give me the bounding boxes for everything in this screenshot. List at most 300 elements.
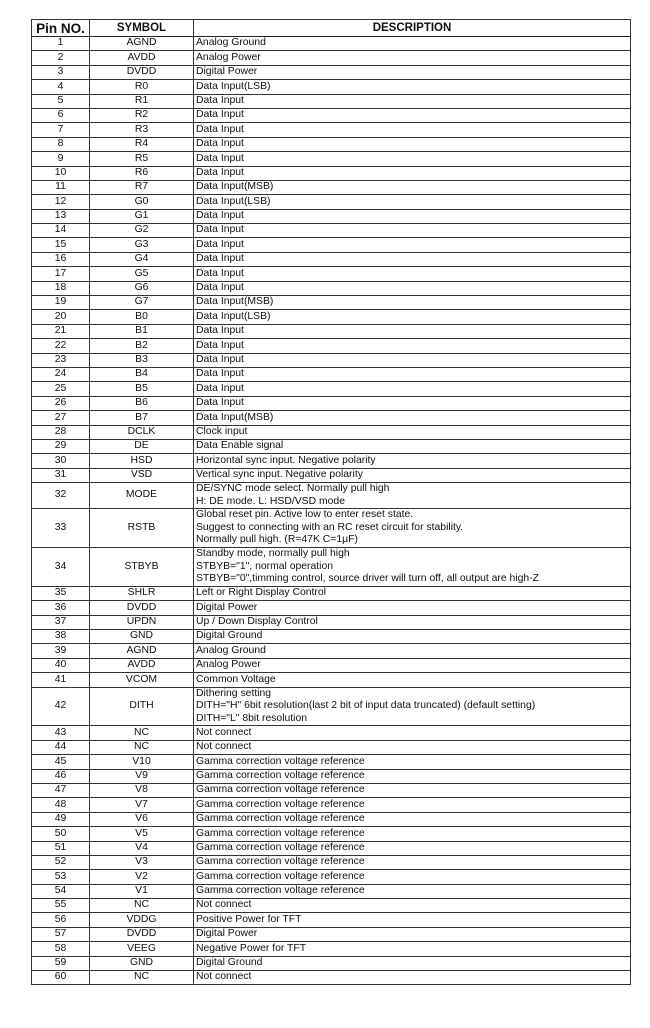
description-line: Gamma correction voltage reference [196, 885, 365, 897]
symbol-cell: V9 [90, 769, 194, 783]
symbol-cell: DCLK [90, 425, 194, 439]
pin-number-cell: 42 [32, 687, 90, 726]
pin-number-cell: 37 [32, 615, 90, 629]
symbol-cell: B1 [90, 324, 194, 338]
pin-number-cell: 33 [32, 509, 90, 548]
pin-number-cell: 31 [32, 468, 90, 482]
symbol-cell: UPDN [90, 615, 194, 629]
symbol-cell: STBYB [90, 548, 194, 587]
description-line: Data Input [196, 109, 244, 121]
description-cell [194, 798, 631, 812]
table-row [32, 339, 631, 353]
description-cell [194, 123, 631, 137]
description-line: Common Voltage [196, 673, 276, 685]
description-line: Negative Power for TFT [196, 942, 307, 954]
description-line: STBYB="1", normal operation [196, 560, 334, 572]
pin-number-cell: 44 [32, 740, 90, 754]
table-row [32, 166, 631, 180]
table-row [32, 65, 631, 79]
symbol-cell: GND [90, 956, 194, 970]
description-line: Digital Ground [196, 957, 263, 969]
symbol-cell: NC [90, 971, 194, 985]
description-line: Data Input [196, 267, 244, 279]
pin-number-cell: 51 [32, 841, 90, 855]
table-row [32, 870, 631, 884]
description-cell [194, 468, 631, 482]
symbol-cell: G4 [90, 252, 194, 266]
symbol-cell: R3 [90, 123, 194, 137]
description-cell [194, 548, 631, 587]
symbol-cell: V2 [90, 870, 194, 884]
description-line: Gamma correction voltage reference [196, 841, 365, 853]
description-cell [194, 899, 631, 913]
table-body [32, 37, 631, 985]
table-row [32, 658, 631, 672]
description-line: Left or Right Display Control [196, 587, 326, 599]
pin-number-cell: 24 [32, 367, 90, 381]
pin-number-cell: 45 [32, 755, 90, 769]
description-cell [194, 483, 631, 509]
description-cell [194, 673, 631, 687]
symbol-cell: VSD [90, 468, 194, 482]
symbol-cell: MODE [90, 483, 194, 509]
table-row [32, 367, 631, 381]
table-row [32, 827, 631, 841]
symbol-cell: R5 [90, 152, 194, 166]
symbol-cell: V3 [90, 855, 194, 869]
description-line: Data Input [196, 353, 244, 365]
pin-number-cell: 46 [32, 769, 90, 783]
description-cell [194, 913, 631, 927]
symbol-cell: B4 [90, 367, 194, 381]
description-line: Data Input [196, 138, 244, 150]
table-row [32, 755, 631, 769]
symbol-cell: G5 [90, 267, 194, 281]
pin-number-cell: 1 [32, 37, 90, 51]
description-cell [194, 367, 631, 381]
symbol-cell: V8 [90, 783, 194, 797]
description-line: Gamma correction voltage reference [196, 755, 365, 767]
description-cell [194, 137, 631, 151]
description-line: Data Input [196, 325, 244, 337]
description-cell [194, 166, 631, 180]
symbol-cell: AVDD [90, 658, 194, 672]
symbol-cell: V6 [90, 812, 194, 826]
pin-number-cell: 26 [32, 396, 90, 410]
symbol-cell: SHLR [90, 586, 194, 600]
pin-number-cell: 6 [32, 108, 90, 122]
description-cell [194, 586, 631, 600]
description-cell [194, 152, 631, 166]
description-cell [194, 841, 631, 855]
symbol-cell: DVDD [90, 601, 194, 615]
pin-number-cell: 60 [32, 971, 90, 985]
table-row [32, 224, 631, 238]
description-cell [194, 296, 631, 310]
description-line: Data Input [196, 253, 244, 265]
description-cell [194, 884, 631, 898]
table-row [32, 281, 631, 295]
description-line: Data Input [196, 368, 244, 380]
pin-number-cell: 27 [32, 411, 90, 425]
symbol-cell: G1 [90, 209, 194, 223]
description-line: Gamma correction voltage reference [196, 784, 365, 796]
description-line: Gamma correction voltage reference [196, 813, 365, 825]
table-row [32, 439, 631, 453]
table-row [32, 411, 631, 425]
symbol-cell: R6 [90, 166, 194, 180]
pin-number-cell: 32 [32, 483, 90, 509]
description-line: Data Input [196, 210, 244, 222]
description-line: Up / Down Display Control [196, 616, 318, 628]
description-cell [194, 353, 631, 367]
pin-number-cell: 28 [32, 425, 90, 439]
pin-number-cell: 15 [32, 238, 90, 252]
description-cell [194, 310, 631, 324]
pin-description-table [31, 19, 631, 985]
symbol-cell: RSTB [90, 509, 194, 548]
table-row [32, 509, 631, 548]
table-row [32, 644, 631, 658]
pin-number-cell: 40 [32, 658, 90, 672]
symbol-cell: DVDD [90, 927, 194, 941]
symbol-cell: R4 [90, 137, 194, 151]
description-line: Digital Power [196, 66, 258, 78]
symbol-cell: G0 [90, 195, 194, 209]
table-row [32, 615, 631, 629]
pin-number-cell: 21 [32, 324, 90, 338]
description-line: Data Input [196, 238, 244, 250]
description-line: Data Input(MSB) [196, 296, 274, 308]
description-line: Not connect [196, 726, 252, 738]
symbol-cell: V10 [90, 755, 194, 769]
description-line: Analog Power [196, 51, 261, 63]
pin-number-cell: 34 [32, 548, 90, 587]
symbol-cell: R0 [90, 80, 194, 94]
table-row [32, 51, 631, 65]
symbol-cell: G2 [90, 224, 194, 238]
header-pin-no: Pin NO. [32, 20, 90, 37]
pin-number-cell: 25 [32, 382, 90, 396]
description-line: Vertical sync input. Negative polarity [196, 469, 363, 481]
table-row [32, 209, 631, 223]
table-row [32, 353, 631, 367]
table-row [32, 123, 631, 137]
table-row [32, 673, 631, 687]
table-row [32, 601, 631, 615]
table-row [32, 783, 631, 797]
table-row [32, 80, 631, 94]
table-row [32, 769, 631, 783]
description-cell [194, 267, 631, 281]
symbol-cell: B7 [90, 411, 194, 425]
table-row [32, 195, 631, 209]
symbol-cell: V7 [90, 798, 194, 812]
description-line: STBYB="0",timming control, source driver will turn off, all output are high-Z [196, 573, 540, 585]
description-cell [194, 509, 631, 548]
description-cell [194, 942, 631, 956]
table-row [32, 425, 631, 439]
table-row [32, 913, 631, 927]
description-line: Clock input [196, 425, 248, 437]
description-line: Dithering setting [196, 687, 272, 699]
description-cell [194, 37, 631, 51]
symbol-cell: V4 [90, 841, 194, 855]
pin-number-cell: 7 [32, 123, 90, 137]
pin-number-cell: 17 [32, 267, 90, 281]
pin-number-cell: 10 [32, 166, 90, 180]
description-cell [194, 769, 631, 783]
description-cell [194, 870, 631, 884]
description-cell [194, 601, 631, 615]
description-line: H: DE mode. L: HSD/VSD mode [196, 495, 345, 507]
table-row [32, 812, 631, 826]
description-line: Data Enable signal [196, 440, 284, 452]
description-line: Analog Ground [196, 37, 266, 49]
header-symbol: SYMBOL [90, 20, 194, 37]
header-description: DESCRIPTION [194, 20, 631, 37]
pin-number-cell: 5 [32, 94, 90, 108]
description-line: Data Input [196, 152, 244, 164]
table-row [32, 238, 631, 252]
description-cell [194, 755, 631, 769]
description-cell [194, 238, 631, 252]
table-row [32, 296, 631, 310]
table-row [32, 884, 631, 898]
symbol-cell: DE [90, 439, 194, 453]
description-cell [194, 94, 631, 108]
description-line: Data Input(MSB) [196, 181, 274, 193]
table-row [32, 152, 631, 166]
pin-number-cell: 19 [32, 296, 90, 310]
description-line: Data Input(LSB) [196, 310, 271, 322]
description-cell [194, 658, 631, 672]
description-cell [194, 971, 631, 985]
description-cell [194, 396, 631, 410]
description-line: Data Input [196, 94, 244, 106]
symbol-cell: B2 [90, 339, 194, 353]
pin-number-cell: 22 [32, 339, 90, 353]
description-cell [194, 252, 631, 266]
table-row [32, 687, 631, 726]
table-row [32, 310, 631, 324]
symbol-cell: B5 [90, 382, 194, 396]
table-row [32, 483, 631, 509]
table-row [32, 726, 631, 740]
description-line: Data Input [196, 166, 244, 178]
description-cell [194, 80, 631, 94]
description-line: Data Input(LSB) [196, 80, 271, 92]
symbol-cell: AGND [90, 644, 194, 658]
description-line: Normally pull high. (R=47K C=1μF) [196, 534, 358, 546]
description-cell [194, 195, 631, 209]
description-line: Analog Ground [196, 644, 266, 656]
pin-number-cell: 59 [32, 956, 90, 970]
description-cell [194, 65, 631, 79]
description-cell [194, 339, 631, 353]
pin-number-cell: 54 [32, 884, 90, 898]
symbol-cell: HSD [90, 454, 194, 468]
symbol-cell: V5 [90, 827, 194, 841]
pin-number-cell: 48 [32, 798, 90, 812]
pin-number-cell: 2 [32, 51, 90, 65]
pin-number-cell: 39 [32, 644, 90, 658]
symbol-cell: B3 [90, 353, 194, 367]
description-line: Data Input(MSB) [196, 411, 274, 423]
description-line: Gamma correction voltage reference [196, 856, 365, 868]
description-line: Data Input [196, 123, 244, 135]
pin-number-cell: 50 [32, 827, 90, 841]
table-row [32, 324, 631, 338]
description-line: Not connect [196, 971, 252, 983]
description-line: Gamma correction voltage reference [196, 769, 365, 781]
symbol-cell: B6 [90, 396, 194, 410]
table-row [32, 927, 631, 941]
description-cell [194, 827, 631, 841]
description-cell [194, 644, 631, 658]
symbol-cell: R2 [90, 108, 194, 122]
description-line: Data Input [196, 224, 244, 236]
header-row [32, 20, 631, 37]
pin-number-cell: 8 [32, 137, 90, 151]
pin-number-cell: 38 [32, 630, 90, 644]
description-line: Digital Ground [196, 630, 263, 642]
table-row [32, 382, 631, 396]
description-line: Standby mode, normally pull high [196, 548, 350, 560]
symbol-cell: V1 [90, 884, 194, 898]
description-line: Not connect [196, 741, 252, 753]
pin-number-cell: 36 [32, 601, 90, 615]
table-row [32, 630, 631, 644]
description-cell [194, 687, 631, 726]
pin-number-cell: 58 [32, 942, 90, 956]
pin-number-cell: 11 [32, 180, 90, 194]
description-cell [194, 425, 631, 439]
pin-number-cell: 55 [32, 899, 90, 913]
table-row [32, 137, 631, 151]
pin-number-cell: 4 [32, 80, 90, 94]
pin-number-cell: 57 [32, 927, 90, 941]
description-cell [194, 855, 631, 869]
pin-number-cell: 16 [32, 252, 90, 266]
description-cell [194, 956, 631, 970]
table-header [32, 20, 631, 37]
symbol-cell: NC [90, 726, 194, 740]
symbol-cell: R7 [90, 180, 194, 194]
table-row [32, 94, 631, 108]
pin-number-cell: 20 [32, 310, 90, 324]
description-cell [194, 209, 631, 223]
table-row [32, 108, 631, 122]
table-row [32, 855, 631, 869]
pin-number-cell: 52 [32, 855, 90, 869]
symbol-cell: G3 [90, 238, 194, 252]
description-line: Data Input [196, 339, 244, 351]
description-line: Gamma correction voltage reference [196, 870, 365, 882]
description-cell [194, 454, 631, 468]
pin-number-cell: 35 [32, 586, 90, 600]
description-line: Digital Power [196, 928, 258, 940]
description-line: Gamma correction voltage reference [196, 827, 365, 839]
table-row [32, 267, 631, 281]
pin-number-cell: 47 [32, 783, 90, 797]
table-row [32, 37, 631, 51]
pin-number-cell: 14 [32, 224, 90, 238]
description-cell [194, 324, 631, 338]
table-row [32, 740, 631, 754]
pin-number-cell: 56 [32, 913, 90, 927]
description-line: Data Input [196, 397, 244, 409]
symbol-cell: AGND [90, 37, 194, 51]
description-cell [194, 224, 631, 238]
description-line: Digital Power [196, 601, 258, 613]
description-cell [194, 411, 631, 425]
description-cell [194, 783, 631, 797]
table-row [32, 841, 631, 855]
description-line: Data Input(LSB) [196, 195, 271, 207]
table-row [32, 971, 631, 985]
description-line: Gamma correction voltage reference [196, 798, 365, 810]
description-cell [194, 108, 631, 122]
table-row [32, 454, 631, 468]
pin-number-cell: 3 [32, 65, 90, 79]
description-cell [194, 439, 631, 453]
description-cell [194, 51, 631, 65]
pin-number-cell: 53 [32, 870, 90, 884]
description-line: Horizontal sync input. Negative polarity [196, 454, 376, 466]
description-line: DE/SYNC mode select. Normally pull high [196, 483, 390, 495]
description-cell [194, 740, 631, 754]
description-line: DITH="H" 6bit resolution(last 2 bit of input data truncated) (default setting) [196, 700, 536, 712]
symbol-cell: VCOM [90, 673, 194, 687]
symbol-cell: NC [90, 899, 194, 913]
description-line: Positive Power for TFT [196, 913, 302, 925]
description-cell [194, 927, 631, 941]
symbol-cell: DVDD [90, 65, 194, 79]
pin-number-cell: 43 [32, 726, 90, 740]
symbol-cell: VEEG [90, 942, 194, 956]
table-row [32, 942, 631, 956]
pin-number-cell: 18 [32, 281, 90, 295]
description-line: DITH="L" 8bit resolution [196, 712, 308, 724]
pin-number-cell: 12 [32, 195, 90, 209]
description-line: Suggest to connecting with an RC reset circuit for stability. [196, 521, 464, 533]
symbol-cell: R1 [90, 94, 194, 108]
pin-number-cell: 30 [32, 454, 90, 468]
symbol-cell: G6 [90, 281, 194, 295]
description-cell [194, 382, 631, 396]
table-row [32, 180, 631, 194]
pin-number-cell: 41 [32, 673, 90, 687]
table-row [32, 798, 631, 812]
description-cell [194, 726, 631, 740]
description-cell [194, 630, 631, 644]
description-cell [194, 615, 631, 629]
description-line: Not connect [196, 899, 252, 911]
table-row [32, 586, 631, 600]
pin-number-cell: 13 [32, 209, 90, 223]
table-row [32, 956, 631, 970]
table-row [32, 468, 631, 482]
symbol-cell: B0 [90, 310, 194, 324]
description-cell [194, 812, 631, 826]
pin-number-cell: 9 [32, 152, 90, 166]
description-line: Global reset pin. Active low to enter reset state. [196, 509, 414, 521]
table-row [32, 396, 631, 410]
description-cell [194, 180, 631, 194]
symbol-cell: AVDD [90, 51, 194, 65]
table-row [32, 548, 631, 587]
